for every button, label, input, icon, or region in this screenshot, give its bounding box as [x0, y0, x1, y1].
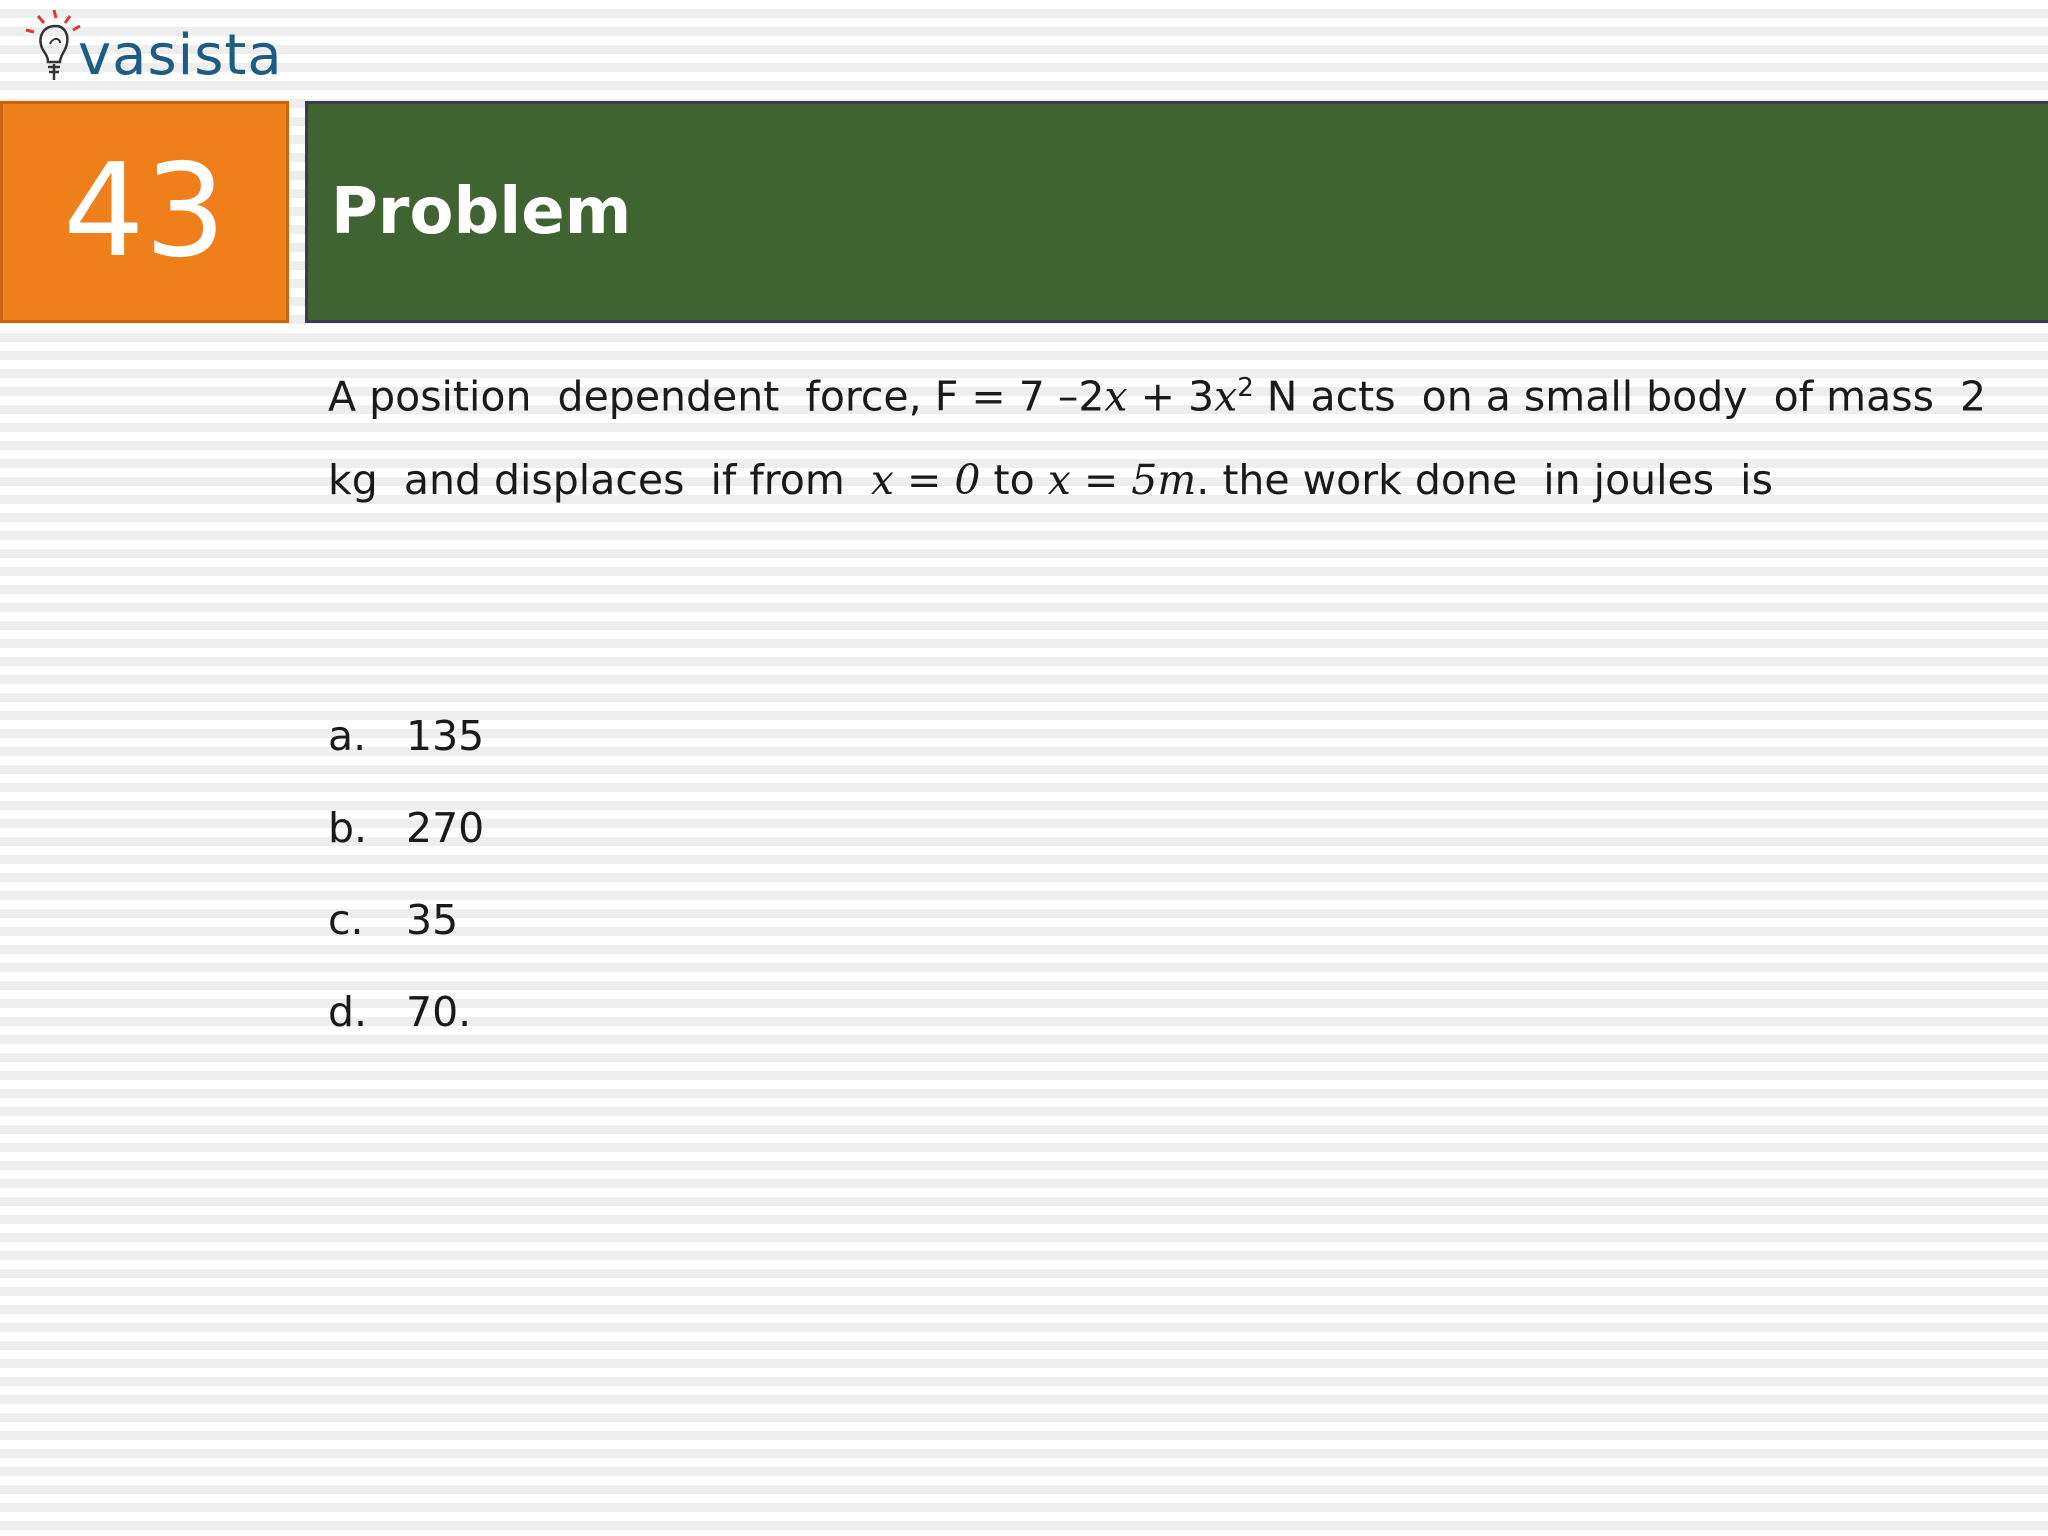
question-line-2	[328, 444, 2008, 536]
option-value: 70.	[406, 988, 472, 1036]
option-label: d.	[328, 988, 368, 1036]
question-line-1-prefix: A position dependent force, F = 7 –2	[328, 372, 1105, 421]
variable-x: x	[1214, 372, 1238, 421]
question-line-2-prefix: kg and displaces if from	[328, 456, 871, 504]
question-line-1-suffix: N acts on a small body of mass 2	[1253, 372, 1987, 421]
math-expression: x = 5m	[1047, 456, 1197, 504]
option-label: b.	[328, 804, 368, 852]
variable-x: x	[1104, 372, 1128, 421]
math-expression: x = 0	[870, 456, 981, 504]
option-a[interactable]	[328, 700, 484, 792]
option-value: 270	[406, 804, 485, 852]
logo-text: vasista	[78, 23, 283, 88]
exponent: 2	[1237, 373, 1254, 403]
question-line-2-suffix: . the work done in joules is	[1196, 456, 1773, 504]
option-b[interactable]	[328, 792, 484, 884]
option-value: 35	[406, 896, 459, 944]
option-d[interactable]	[328, 976, 484, 1068]
option-value: 135	[406, 712, 485, 760]
option-c[interactable]	[328, 884, 484, 976]
question-line-1-mid: + 3	[1127, 372, 1215, 421]
option-label: a.	[328, 712, 367, 760]
question-line-2-to: to	[980, 456, 1048, 504]
slide-title: Problem	[331, 175, 632, 249]
answer-options	[328, 700, 484, 1068]
question-text	[328, 352, 2008, 536]
problem-number-box	[0, 101, 289, 323]
question-line-1	[328, 352, 2008, 444]
vasista-logo	[18, 4, 288, 96]
title-banner	[305, 101, 2048, 323]
problem-number: 43	[63, 137, 226, 286]
option-label: c.	[328, 896, 364, 944]
